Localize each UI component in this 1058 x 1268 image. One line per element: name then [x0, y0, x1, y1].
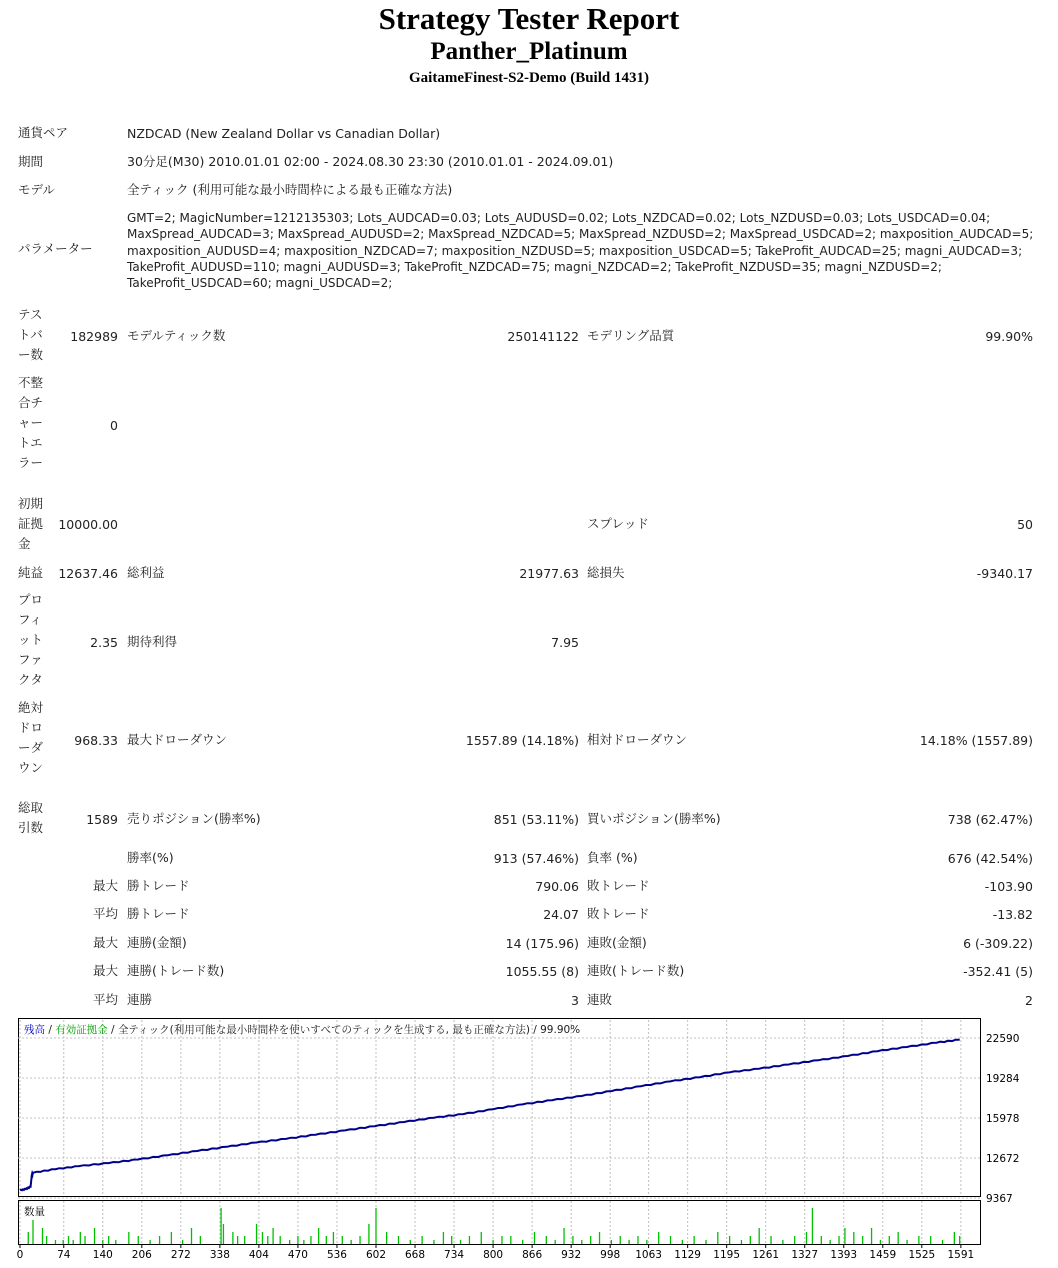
legend-sep-2: /	[107, 1024, 118, 1036]
rel-drawdown-value: 14.18% (1557.89)	[919, 733, 1033, 748]
bars-value: 182989	[70, 329, 118, 344]
long-positions-label: 買いポジション(勝率%)	[587, 811, 721, 826]
net-profit-label: 純益	[18, 565, 44, 580]
largest-loss-label: 敗トレード	[587, 878, 650, 893]
legend-balance: 残高	[24, 1024, 45, 1036]
expected-payoff-value: 7.95	[551, 635, 579, 650]
ticks-label: モデルティック数	[127, 328, 226, 343]
report-title: Strategy Tester Report	[378, 1, 680, 36]
x-tick-label: 1327	[791, 1249, 819, 1261]
period-value: 30分足(M30) 2010.01.01 02:00 - 2024.08.30 23:30 (2010.01.01 - 2024.09.01)	[127, 154, 614, 169]
x-tick-label: 668	[405, 1249, 426, 1261]
y-tick-label: 19284	[986, 1073, 1020, 1086]
x-tick-label: 536	[326, 1249, 347, 1261]
max-label-1: 最大	[92, 878, 118, 893]
avg-loss-label: 敗トレード	[587, 906, 650, 921]
avg-cons-loss-label: 連敗	[587, 992, 613, 1007]
avg-cons-loss-value: 2	[1025, 993, 1033, 1008]
profit-factor-label: プロフィットファクタ	[18, 592, 44, 687]
legend-sep-1: /	[45, 1024, 56, 1036]
cons-loss-count-value: -352.41 (5)	[963, 964, 1033, 979]
params-value: GMT=2; MagicNumber=1212135303; Lots_AUDCAD=0.03; Lots_AUDUSD=0.02; Lots_NZDCAD=0.02; Lots_NZDUSD=0.03; Lots_USDCAD=0.04; MaxSpread_AUDCAD=3; MaxSpread_AUDUSD=2; MaxSpread_NZDCAD=5; MaxSpread_NZDUSD=2; MaxSpread_USDCAD=2; maxposition_AUDCAD=5; maxposition_AUDUSD=4; maxposition_NZDCAD=7; maxposition_NZDUSD=5; maxposition_USDCAD=5; TakeProfit_AUDCAD=25; magni_AUDCAD=3; TakeProfit_AUDUSD=110; magni_AUDUSD=3; TakeProfit_NZDCAD=75; magni_NZDCAD=2; TakeProfit_NZDUSD=35; magni_NZDUSD=2; TakeProfit_USDCAD=60; magni_USDCAD=2;	[127, 211, 1034, 291]
win-rate-value: 913 (57.46%)	[493, 851, 579, 866]
x-axis	[18, 1244, 1038, 1264]
y-tick-label: 15978	[986, 1113, 1020, 1126]
quality-label: モデリング品質	[587, 328, 675, 343]
cons-win-amount-label: 連勝(金額)	[127, 935, 187, 950]
x-tick-label: 1195	[713, 1249, 741, 1261]
gross-profit-value: 21977.63	[519, 566, 579, 581]
x-tick-label: 800	[483, 1249, 504, 1261]
x-tick-label: 1393	[830, 1249, 858, 1261]
largest-win-label: 勝トレード	[127, 878, 190, 893]
x-tick-label: 0	[16, 1249, 24, 1261]
loss-rate-value: 676 (42.54%)	[947, 851, 1033, 866]
bars-label: テストバー数	[18, 307, 44, 362]
legend-model: 全ティック(利用可能な最小時間枠を使いすべてのティックを生成する, 最も正確な方法) / 99.90%	[117, 1024, 581, 1036]
y-tick-label: 22590	[986, 1033, 1020, 1045]
x-tick-label: 272	[170, 1249, 191, 1261]
x-tick-label: 932	[561, 1249, 582, 1261]
cons-win-count-value: 1055.55 (8)	[505, 964, 579, 979]
abs-drawdown-label: 絶対ドローダウン	[18, 700, 44, 775]
cons-win-amount-value: 14 (175.96)	[505, 936, 579, 951]
legend-equity: 有効証拠金	[55, 1024, 108, 1036]
volume-chart	[18, 1200, 1038, 1246]
avg-label-1: 平均	[92, 906, 118, 921]
volume-label: 数量	[24, 1206, 45, 1218]
max-label-2: 最大	[92, 935, 118, 950]
deposit-label: 初期証拠金	[18, 496, 44, 551]
short-positions-value: 851 (53.11%)	[493, 812, 579, 827]
expert-name: Panther_Platinum	[430, 38, 628, 65]
y-tick-label: 9367	[986, 1193, 1013, 1205]
x-tick-label: 1591	[947, 1249, 975, 1261]
avg-cons-win-label: 連勝	[127, 992, 153, 1007]
server-info: GaitameFinest-S2-Demo (Build 1431)	[409, 70, 649, 86]
max-drawdown-label: 最大ドローダウン	[127, 732, 228, 747]
mismatch-label: 不整合チャートエラー	[18, 375, 44, 470]
balance-chart	[18, 1018, 1038, 1205]
short-positions-label: 売りポジション(勝率%)	[127, 811, 261, 826]
x-tick-label: 998	[600, 1249, 621, 1261]
model-label: モデル	[18, 182, 55, 197]
spread-value: 50	[1017, 517, 1033, 532]
model-value: 全ティック (利用可能な最小時間枠による最も正確な方法)	[127, 182, 453, 197]
quality-value: 99.90%	[985, 329, 1033, 344]
y-tick-label: 12672	[986, 1153, 1020, 1166]
volume-frame	[19, 1201, 981, 1245]
net-profit-value: 12637.46	[58, 566, 118, 581]
symbol-label: 通貨ペア	[18, 125, 69, 140]
avg-cons-win-value: 3	[571, 993, 579, 1008]
abs-drawdown-value: 968.33	[74, 733, 118, 748]
cons-win-count-label: 連勝(トレード数)	[127, 963, 225, 978]
long-positions-value: 738 (62.47%)	[947, 812, 1033, 827]
total-trades-label: 総取引数	[18, 800, 44, 835]
largest-loss-value: -103.90	[984, 879, 1033, 894]
rel-drawdown-label: 相対ドローダウン	[587, 732, 688, 747]
mismatch-value: 0	[110, 418, 118, 433]
x-tick-label: 404	[248, 1249, 269, 1261]
largest-win-value: 790.06	[535, 879, 579, 894]
avg-loss-value: -13.82	[992, 907, 1033, 922]
chart-legend	[24, 1023, 580, 1037]
x-tick-label: 1129	[674, 1249, 702, 1261]
params-label: パラメーター	[18, 241, 93, 256]
win-rate-label: 勝率(%)	[127, 850, 174, 865]
deposit-value: 10000.00	[58, 517, 118, 532]
avg-win-value: 24.07	[543, 907, 579, 922]
x-tick-label: 140	[92, 1249, 113, 1261]
x-tick-label: 338	[209, 1249, 230, 1261]
x-tick-label: 734	[444, 1249, 465, 1261]
x-tick-label: 74	[57, 1249, 71, 1261]
ticks-value: 250141122	[507, 329, 579, 344]
total-trades-value: 1589	[86, 812, 118, 827]
profit-factor-value: 2.35	[90, 635, 118, 650]
symbol-value: NZDCAD (New Zealand Dollar vs Canadian Dollar)	[127, 126, 441, 141]
x-tick-label: 1063	[635, 1249, 662, 1261]
x-tick-label: 866	[522, 1249, 543, 1261]
x-tick-label: 602	[365, 1249, 387, 1261]
cons-loss-amount-value: 6 (-309.22)	[963, 936, 1033, 951]
x-tick-label: 1261	[752, 1249, 780, 1261]
spread-label: スプレッド	[587, 516, 649, 531]
cons-loss-amount-label: 連敗(金額)	[587, 935, 647, 950]
x-tick-label: 470	[287, 1249, 308, 1261]
x-tick-label: 206	[131, 1249, 152, 1261]
gross-loss-value: -9340.17	[976, 566, 1033, 581]
gross-loss-label: 総損失	[587, 565, 625, 580]
loss-rate-label: 負率 (%)	[587, 850, 638, 865]
avg-win-label: 勝トレード	[127, 906, 190, 921]
x-tick-label: 1525	[908, 1249, 936, 1261]
cons-loss-count-label: 連敗(トレード数)	[587, 963, 685, 978]
gross-profit-label: 総利益	[127, 565, 165, 580]
max-drawdown-value: 1557.89 (14.18%)	[465, 733, 579, 748]
max-label-3: 最大	[92, 963, 118, 978]
period-label: 期間	[18, 154, 44, 169]
x-tick-label: 1459	[869, 1249, 897, 1261]
expected-payoff-label: 期待利得	[127, 634, 178, 649]
avg-label-2: 平均	[92, 992, 118, 1007]
